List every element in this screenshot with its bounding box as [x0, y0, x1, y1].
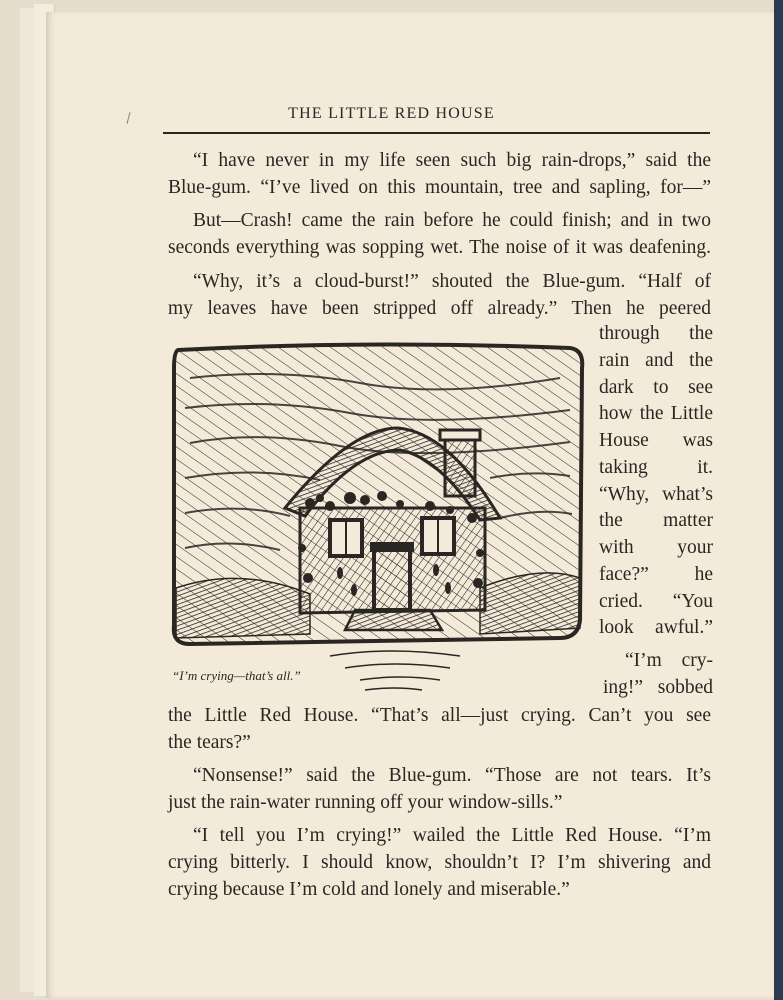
running-head: THE LITTLE RED HOUSE	[288, 105, 495, 122]
text-line: “Why, it’s a cloud-burst!” shouted the Blue-gum. “Half of	[193, 271, 711, 292]
text-line: crying because I’m cold and lonely and miserable.”	[168, 879, 570, 900]
text-line: crying bitterly. I should know, shouldn’t I? I’m shivering and	[168, 852, 711, 873]
text-line: “I’m cry-	[625, 650, 713, 671]
text-line: dark to see	[599, 377, 713, 398]
text-line: the tears?”	[168, 732, 251, 753]
book-cover-edge	[774, 0, 783, 1000]
text-line: “Why, what’s	[599, 484, 713, 505]
text-line: face?” he	[599, 564, 713, 585]
text-line: the Little Red House. “That’s all—just crying. Can’t you see	[168, 705, 711, 726]
header-rule	[163, 132, 710, 134]
text-line: cried. “You	[599, 591, 713, 612]
text-line: “I have never in my life seen such big rain-drops,” said the	[193, 150, 711, 171]
text-line: rain and the	[599, 350, 713, 371]
illustration-caption: “I’m crying—that’s all.”	[172, 668, 301, 683]
text-line: Blue-gum. “I’ve lived on this mountain, tree and sapling, for—”	[168, 177, 711, 198]
text-line: look awful.”	[599, 617, 713, 638]
text-line: ing!” sobbed	[603, 677, 713, 698]
text-line: seconds everything was sopping wet. The noise of it was deafening.	[168, 237, 711, 258]
text-line: taking it.	[599, 457, 713, 478]
text-line: the matter	[599, 510, 713, 531]
text-line: “Nonsense!” said the Blue-gum. “Those are not tears. It’s	[193, 765, 711, 786]
text-line: “I tell you I’m crying!” wailed the Little Red House. “I’m	[193, 825, 711, 846]
text-line: my leaves have been stripped off already.” Then he peered	[168, 298, 711, 319]
text-line: through the	[599, 323, 713, 344]
text-line: with your	[599, 537, 713, 558]
text-line: how the Little	[599, 403, 713, 424]
text-line: just the rain-water running off your window-sills.”	[168, 792, 563, 813]
text-line: House was	[599, 430, 713, 451]
house-illustration	[160, 338, 590, 708]
text-line: But—Crash! came the rain before he could finish; and in two	[193, 210, 711, 231]
